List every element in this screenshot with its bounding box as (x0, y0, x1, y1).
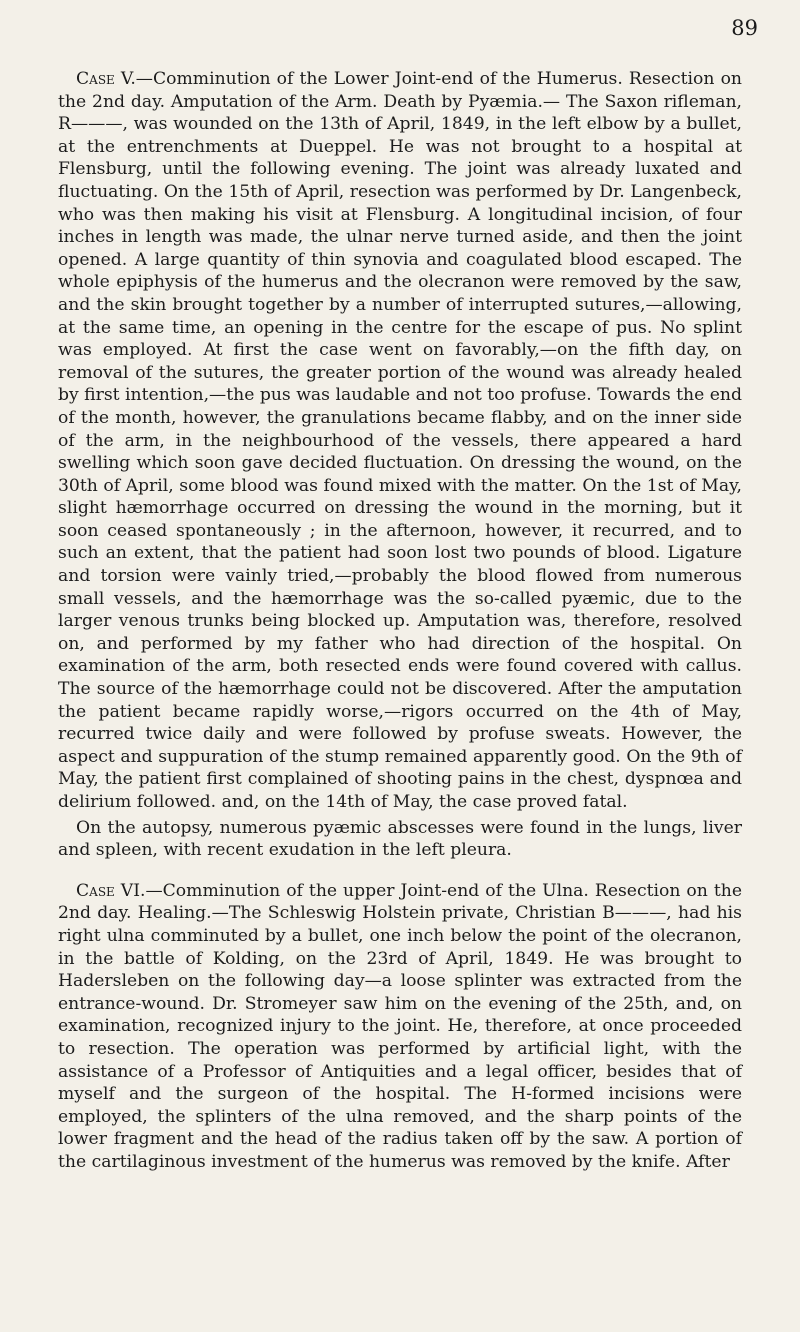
case-v-text: —Comminution of the Lower Joint-end of the Humerus. Resection on the 2nd day. Amputation of the Arm. Death by Pyæmia.— The Saxon rifleman, R———, was wounded on the 13th of April, 1849, in the left elbow by a bullet, at the entrenchments at Dueppel. He was not brought to a hospital at Flensburg, until the following evening. The joint was already luxated and fluctuating. On the 15th of April, resection was performed by Dr. Langenbeck, who was then making his visit at Flensburg. A longitudinal incision, of four inches in length was made, the ulnar nerve turned aside, and then the joint opened. A large quantity of thin synovia and coagulated blood escaped. The whole epiphysis of the humerus and the olecranon were removed by the saw, and the skin brought together by a number of interrupted sutures,—allowing, at the same time, an opening in the centre for the escape of pus. No splint was employed. At first the case went on favorably,—on the fifth day, on removal of the sutures, the greater portion of the wound was already healed by first intention,—the pus was laudable and not too profuse. Towards the end of the month, however, the granulations became flabby, and on the inner side of the arm, in the neighbourhood of the vessels, there appeared a hard swelling which soon gave decided fluctuation. On dressing the wound, on the 30th of April, some blood was found mixed with the matter. On the 1st of May, slight hæmorrhage occurred on dressing the wound in the morning, but it soon ceased spontaneously ; in the afternoon, however, it recurred, and to such an extent, that the patient had soon lost two pounds of blood. Ligature and torsion were vainly tried,—probably the blood flowed from numerous small vessels, and the hæmorrhage was the so-called pyæmic, due to the larger venous trunks being blocked up. Amputation was, therefore, resolved on, and performed by my father who had direction of the hospital. On examination of the arm, both resected ends were found covered with callus. The source of the hæmorrhage could not be discovered. After the amputation the patient became rapidly worse,—rigors occurred on the 4th of May, recurred twice daily and were followed by profuse sweats. However, the aspect and suppuration of the stump remained apparently good. On the 9th of May, the patient first complained of shooting pains in the chest, dyspnœa and delirium followed. and, on the 14th of May, the case proved fatal. (58, 69, 743, 812)
case-vi-paragraph (58, 880, 742, 1174)
case-v-autopsy-paragraph: On the autopsy, numerous pyæmic abscesses were found in the lungs, liver and spleen, with recent exudation in the left pleura. (58, 817, 742, 861)
case-vi-heading: Case VI. (76, 880, 146, 901)
page-number: 89 (731, 16, 758, 40)
case-v-heading: Case V. (76, 69, 136, 89)
body-text (58, 68, 742, 1174)
case-v-paragraph (58, 68, 742, 814)
case-vi-text: —Comminution of the upper Joint-end of the Ulna. Resection on the 2nd day. Healing.—The Schleswig Holstein private, Christian B———, had his right ulna comminuted by a bullet, one inch below the point of the olecranon, in the battle of Kolding, on the 23rd of April, 1849. He was brought to Hadersleben on the following day—a loose splinter was extracted from the entrance-wound. Dr. Stromeyer saw him on the evening of the 25th, and, on examination, recognized injury to the joint. He, therefore, at once proceeded to resection. The operation was performed by artificial light, with the assistance of a Professor of Antiquities and a legal officer, besides that of myself and the surgeon of the hospital. The H-formed incisions were employed, the splinters of the ulna removed, and the sharp points of the lower fragment and the head of the radius taken off by the saw. A portion of the cartilaginous investment of the humerus was removed by the knife. After (58, 880, 742, 1172)
